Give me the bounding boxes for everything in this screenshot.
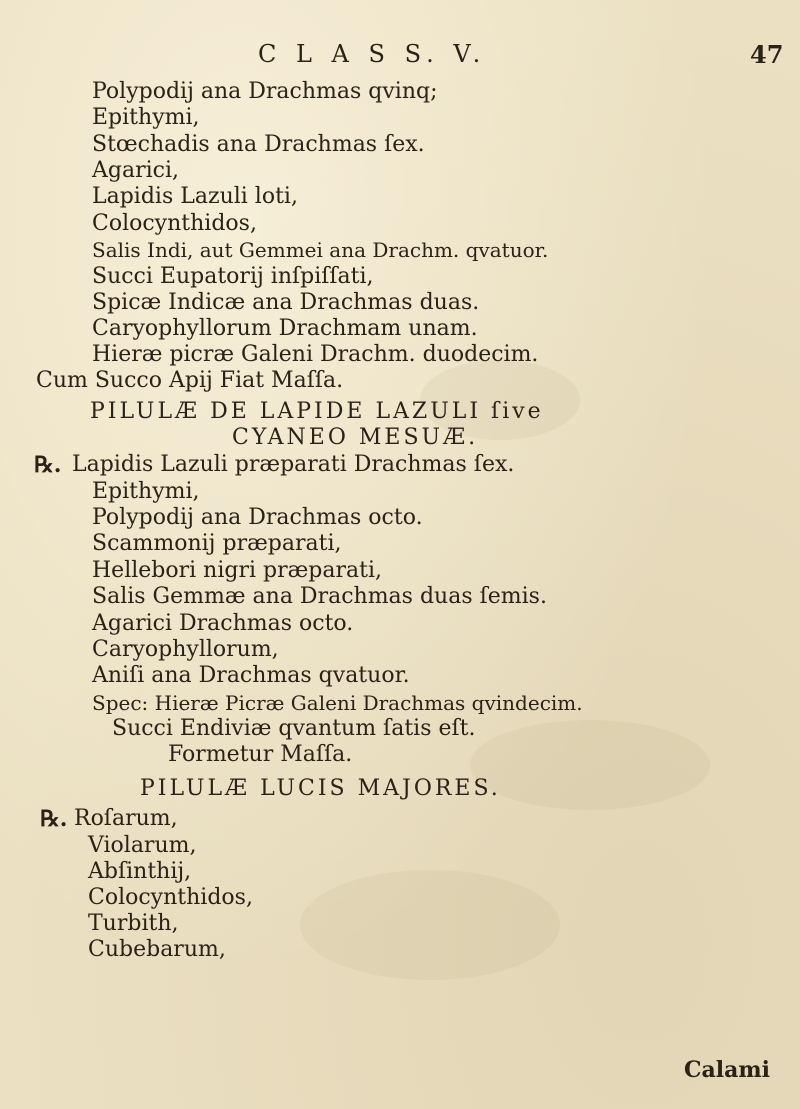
ingredient-line: Scammonij præparati,: [92, 531, 342, 556]
ingredient-line: Polypodij ana Drachmas octo.: [92, 505, 423, 530]
ingredient-line: Aniſi ana Drachmas qvatuor.: [92, 663, 410, 688]
recipe-symbol: ℞.: [40, 806, 68, 832]
ingredient-line: Lapidis Lazuli præparati Drachmas ſex.: [72, 452, 515, 477]
ingredient-line: Hellebori nigri præparati,: [92, 558, 382, 583]
section-heading: PILULÆ DE LAPIDE LAZULI ſive: [90, 399, 544, 424]
catchword: Calami: [684, 1057, 771, 1083]
ingredient-line: Agarici Drachmas octo.: [92, 611, 354, 636]
ingredient-line: Epithymi,: [92, 479, 200, 504]
ingredient-line: Agarici,: [92, 158, 179, 183]
ingredient-line: Succi Eupatorij inſpiſſati,: [92, 264, 374, 289]
recipe-symbol: ℞.: [34, 452, 62, 478]
ingredient-line: Succi Endiviæ qvantum ſatis eſt.: [112, 716, 476, 741]
ingredient-line: Spicæ Indicæ ana Drachmas duas.: [92, 290, 480, 315]
ingredient-line: Roſarum,: [74, 806, 178, 831]
paper-stain: [300, 870, 560, 980]
ingredient-line: Violarum,: [88, 833, 197, 858]
ingredient-line: Lapidis Lazuli loti,: [92, 184, 298, 209]
ingredient-line: Caryophyllorum Drachmam unam.: [92, 316, 478, 341]
ingredient-line: Hieræ picræ Galeni Drachm. duodecim.: [92, 342, 539, 367]
running-header: C L A S S. V.: [258, 40, 487, 68]
ingredient-line: Colocynthidos,: [88, 885, 253, 910]
ingredient-line: Spec: Hieræ Picræ Galeni Drachmas qvindecim.: [92, 691, 583, 715]
ingredient-line: Stœchadis ana Drachmas ſex.: [92, 132, 425, 157]
page-number: 47: [750, 40, 784, 69]
ingredient-line: Salis Gemmæ ana Drachmas duas ſemis.: [92, 584, 547, 609]
ingredient-line: Colocynthidos,: [92, 211, 257, 236]
ingredient-line: Caryophyllorum,: [92, 637, 279, 662]
recipe-instruction: Formetur Maſſa.: [168, 742, 353, 767]
recipe-instruction: Cum Succo Apij Fiat Maſſa.: [36, 368, 344, 393]
ingredient-line: Polypodij ana Drachmas qvinq;: [92, 79, 438, 104]
section-heading: CYANEO MESUÆ.: [232, 425, 479, 450]
ingredient-line: Epithymi,: [92, 105, 200, 130]
ingredient-line: Salis Indi, aut Gemmei ana Drachm. qvatuor.: [92, 238, 549, 262]
ingredient-line: Turbith,: [88, 911, 179, 936]
section-heading: PILULÆ LUCIS MAJORES.: [140, 776, 501, 801]
ingredient-line: Cubebarum,: [88, 937, 226, 962]
ingredient-line: Abſinthij,: [88, 859, 192, 884]
paper-stain: [470, 720, 710, 810]
